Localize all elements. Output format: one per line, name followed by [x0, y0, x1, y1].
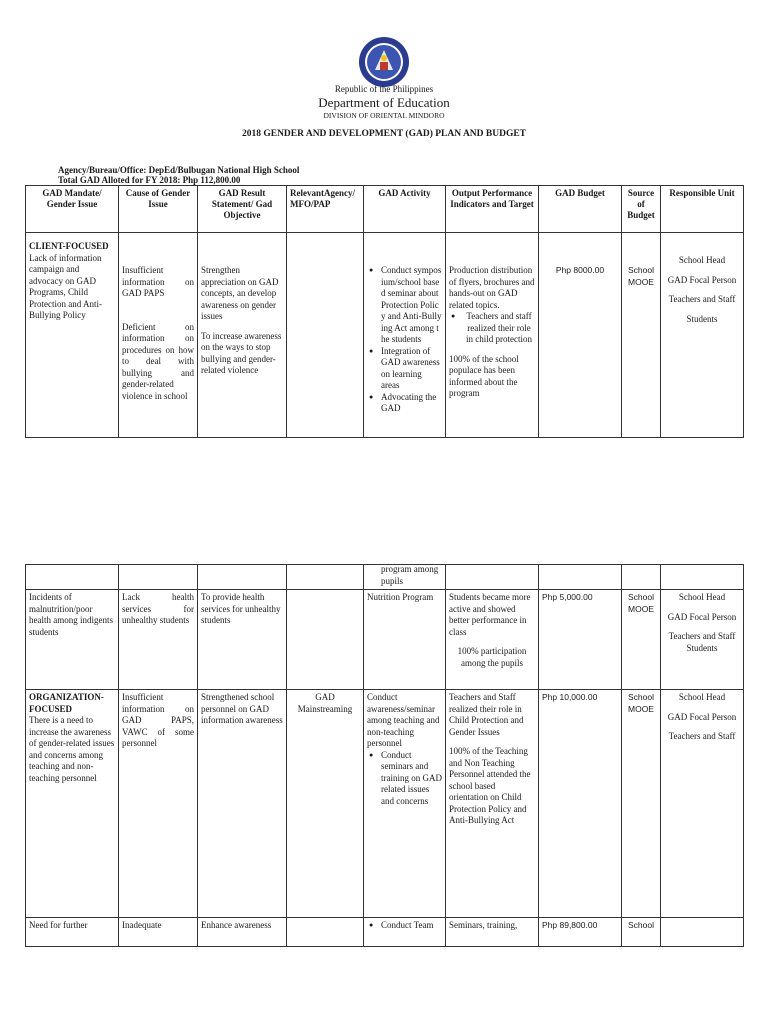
gad-table-page1 — [25, 185, 744, 438]
output-text: Students became more active and showed better performance in class — [449, 592, 531, 637]
objective-cell — [198, 233, 287, 438]
agency-line: Agency/Bureau/Office: DepEd/Bulbugan National High School — [58, 165, 300, 175]
mandate-cell — [26, 690, 119, 918]
objective-text: Enhance awareness — [201, 920, 272, 930]
department-title: Department of Education — [318, 95, 450, 110]
deped-seal — [358, 36, 410, 88]
responsible-cell — [661, 918, 744, 947]
col-header: GAD Activity — [364, 186, 446, 233]
source-text: School MOOE — [628, 692, 654, 714]
pap-cell — [287, 690, 364, 918]
col-header: Cause of Gender Issue — [119, 186, 198, 233]
activity-item: ● Advocating the GAD — [367, 392, 442, 415]
col-header: GAD Mandate/ Gender Issue — [26, 186, 119, 233]
responsible-text: GAD Focal Person — [667, 274, 737, 285]
source-cell — [622, 918, 661, 947]
source-text: School — [628, 920, 654, 930]
activity-item: ● Conduct seminars and training on GAD related issues and concerns — [367, 750, 442, 808]
source-cell — [622, 590, 661, 690]
mandate-text: Lack of information campaign and advocacy on GAD Programs, Child Protection and Anti-Bullying Policy — [29, 252, 102, 320]
output-text: 100% of the Teaching and Non Teaching Personnel attended the school based orientation on Child Protection Policy and Anti-Bullying Act — [449, 746, 531, 825]
cause-text: Inadequate — [122, 920, 162, 930]
pap-cell — [287, 918, 364, 947]
output-cell — [446, 918, 539, 947]
output-text: 100% participation among the pupils — [457, 646, 527, 668]
activity-carryover: program among pupils — [381, 564, 439, 586]
col-header: GAD Budget — [539, 186, 622, 233]
output-cell — [446, 690, 539, 918]
activity-cell — [364, 918, 446, 947]
mandate-cell — [26, 590, 119, 690]
cause-cell — [119, 918, 198, 947]
objective-cell — [198, 690, 287, 918]
table-row — [26, 690, 744, 918]
budget-text: Php 8000.00 — [555, 265, 605, 275]
budget-cell — [539, 590, 622, 690]
budget-cell — [539, 690, 622, 918]
source-cell — [622, 233, 661, 438]
output-text: Seminars, training, — [449, 920, 518, 930]
pap-cell — [287, 233, 364, 438]
col-header: RelevantAgency/MFO/PAP — [287, 186, 364, 233]
source-cell — [622, 690, 661, 918]
table-header-row — [26, 186, 744, 233]
output-cell — [446, 590, 539, 690]
col-header: Responsible Unit — [661, 186, 744, 233]
cause-cell — [119, 690, 198, 918]
output-text: 100% of the school populace has been informed about the program — [449, 353, 519, 398]
budget-text: Php 89,800.00 — [542, 920, 598, 930]
objective-text: To provide health services for unhealthy students — [201, 592, 281, 625]
mandate-text: There is a need to increase the awareness of gender-related issues and concerns among teaching and non-teaching personnel — [29, 715, 115, 783]
activity-text: Conduct awareness/seminar among teaching and non-teaching personnel — [367, 692, 440, 748]
col-header: GAD Result Statement/ Gad Objective — [198, 186, 287, 233]
mandate-text: Incidents of malnutrition/poor health among indigents students — [29, 592, 113, 637]
division-text: DIVISION OF ORIENTAL MINDORO — [323, 111, 445, 120]
republic-text: Republic of the Philippines — [334, 84, 434, 94]
cause-text: Insufficient information on GAD PAPS — [122, 265, 194, 298]
objective-text: Strengthen appreciation on GAD concepts, an develop awareness on gender issues — [201, 265, 279, 321]
responsible-text: School Head — [678, 255, 726, 265]
pap-cell — [287, 590, 364, 690]
responsible-text: Teachers and Staff Students — [668, 631, 736, 653]
total-line: Total GAD Alloted for FY 2018: Php 112,800.00 — [58, 175, 241, 185]
objective-cell — [198, 918, 287, 947]
table-row — [26, 918, 744, 947]
activity-cell — [364, 233, 446, 438]
output-text: Production distribution of flyers, brochures and hands-out on GAD related topics. — [449, 265, 535, 310]
activity-text: Nutrition Program — [367, 592, 434, 602]
cause-text: Lack health services for unhealthy students — [122, 592, 194, 625]
activity-item: ● Conduct symposium/school based seminar about Protection Policy and Anti-Bullying Act among the students — [367, 265, 442, 346]
table-row — [26, 233, 744, 438]
table-row — [26, 565, 744, 590]
mandate-cell — [26, 918, 119, 947]
pap-text: GAD Mainstreaming — [297, 692, 353, 714]
output-cell — [446, 233, 539, 438]
objective-cell — [198, 590, 287, 690]
mandate-cell — [26, 233, 119, 438]
budget-cell — [539, 918, 622, 947]
col-header: Output Performance Indicators and Target — [446, 186, 539, 233]
budget-cell — [539, 233, 622, 438]
responsible-text: School Head — [678, 692, 726, 702]
table-row — [26, 590, 744, 690]
category-label: ORGANIZATION-FOCUSED — [29, 692, 104, 714]
activity-item: ● Conduct Team — [367, 920, 442, 932]
source-text: School MOOE — [628, 265, 654, 287]
activity-cell — [364, 590, 446, 690]
responsible-text: Teachers and Staff — [668, 731, 736, 741]
category-label: CLIENT-FOCUSED — [29, 241, 109, 251]
activity-item: ● Integration of GAD awareness on learning areas — [367, 346, 442, 392]
budget-text: Php 10,000.00 — [542, 692, 598, 702]
activity-cell — [364, 690, 446, 918]
responsible-text: GAD Focal Person — [667, 711, 737, 722]
cause-text: Insufficient information on GAD PAPS, VAWC of some personnel — [122, 692, 194, 748]
output-item: ● Teachers and staff realized their role in child protection — [449, 311, 535, 346]
cause-text: Deficient on information on procedures on how to deal with bullying and gender-related violence in school — [122, 321, 194, 401]
cause-cell — [119, 590, 198, 690]
responsible-text: Teachers and Staff — [668, 294, 736, 304]
responsible-cell — [661, 690, 744, 918]
responsible-text: School Head — [678, 592, 726, 602]
responsible-cell — [661, 233, 744, 438]
activity-cell — [364, 565, 446, 590]
source-text: School MOOE — [628, 592, 654, 614]
budget-text: Php 5,000.00 — [542, 592, 593, 602]
document-title: 2018 GENDER AND DEVELOPMENT (GAD) PLAN AND BUDGET — [241, 129, 527, 139]
gad-table-page2 — [25, 564, 744, 947]
mandate-text: Need for further — [29, 920, 88, 930]
objective-text: Strengthened school personnel on GAD information awareness — [201, 692, 283, 725]
output-text: Teachers and Staff realized their role in Child Protection and Gender Issues — [449, 692, 524, 737]
cause-cell — [119, 233, 198, 438]
responsible-text: GAD Focal Person — [667, 611, 737, 622]
objective-text: To increase awareness on the ways to stop bullying and gender-related violence — [201, 330, 282, 375]
responsible-cell — [661, 590, 744, 690]
col-header: Source of Budget — [622, 186, 661, 233]
responsible-text: Students — [686, 313, 718, 324]
